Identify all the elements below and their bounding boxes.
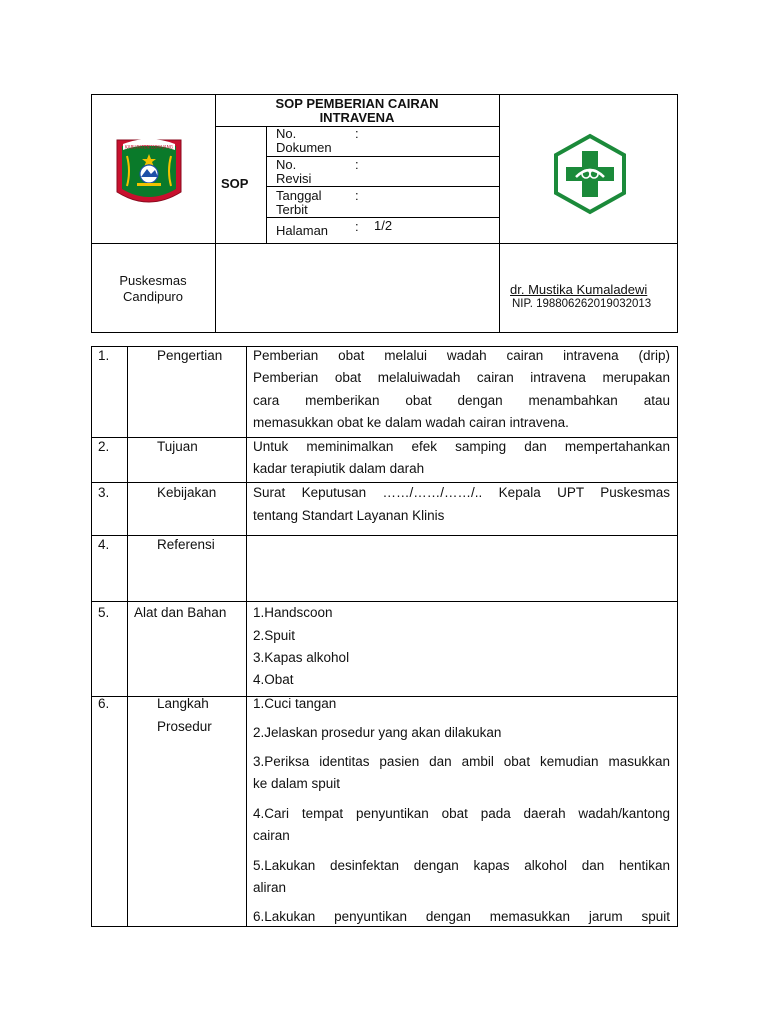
halaman-value: 1/2 xyxy=(374,218,393,233)
row-number: 4. xyxy=(98,537,110,552)
row-label: Prosedur xyxy=(157,719,212,734)
row-content-line: Pemberian obat melalui wadah cairan intravena (drip) xyxy=(253,348,670,363)
org-name-line1: Puskesmas xyxy=(119,273,187,288)
row-number: 3. xyxy=(98,485,110,500)
row-content-line: kadar terapiutik dalam darah xyxy=(253,461,425,476)
org-name-line2: Candipuro xyxy=(123,289,183,304)
step-line: 1.Cuci tangan xyxy=(253,696,337,711)
kabupaten-logo xyxy=(113,136,185,212)
step-line: 3.Periksa identitas pasien dan ambil obat kemudian masukkan xyxy=(253,754,670,769)
row-content-line: cara memberikan obat dengan menambahkan atau xyxy=(253,393,670,408)
row-content-line: memasukkan obat ke dalam wadah cairan intravena. xyxy=(253,415,569,430)
row-label: Kebijakan xyxy=(157,485,217,500)
step-line: aliran xyxy=(253,880,287,895)
row-content-line: 1.Handscoon xyxy=(253,605,333,620)
step-line: 4.Cari tempat penyuntikan obat pada daerah wadah/kantong xyxy=(253,806,670,821)
row-content-line: 4.Obat xyxy=(253,672,294,687)
row-label: Pengertian xyxy=(157,348,223,363)
row-content-line: Untuk meminimalkan efek samping dan mempertahankan xyxy=(253,439,670,454)
row-content-line: 2.Spuit xyxy=(253,628,296,643)
row-number: 2. xyxy=(98,439,110,454)
step-line: 5.Lakukan desinfektan dengan kapas alkohol dan hentikan xyxy=(253,858,670,873)
row-number: 6. xyxy=(98,696,110,711)
step-line: 2.Jelaskan prosedur yang akan dilakukan xyxy=(253,725,502,740)
logo-lettering: KABUPATEN LUMAJANG xyxy=(124,144,174,150)
document-title-line1: SOP PEMBERIAN CAIRAN xyxy=(275,96,439,111)
row-content-line: Pemberian obat melaluiwadah cairan intravena merupakan xyxy=(253,370,670,385)
step-line: 6.Lakukan penyuntikan dengan memasukkan jarum spuit xyxy=(253,909,670,924)
row-number: 1. xyxy=(98,348,110,363)
signer-name: dr. Mustika Kumaladewi xyxy=(510,282,648,297)
row-content-line: Surat Keputusan ……/……/……/.. Kepala UPT Puskesmas xyxy=(253,485,670,500)
sop-label: SOP xyxy=(221,176,249,191)
row-label: Referensi xyxy=(157,537,215,552)
document-title-line2: INTRAVENA xyxy=(319,110,395,125)
signer-nip: NIP. 198806262019032013 xyxy=(512,298,652,310)
row-number: 5. xyxy=(98,605,110,620)
row-label: Langkah xyxy=(157,696,209,711)
row-content-line: tentang Standart Layanan Klinis xyxy=(253,508,445,523)
step-line: ke dalam spuit xyxy=(253,776,341,791)
puskesmas-logo xyxy=(552,133,628,215)
row-label: Alat dan Bahan xyxy=(134,605,227,620)
step-line: cairan xyxy=(253,828,290,843)
row-label: Tujuan xyxy=(157,439,198,454)
row-content-line: 3.Kapas alkohol xyxy=(253,650,350,665)
